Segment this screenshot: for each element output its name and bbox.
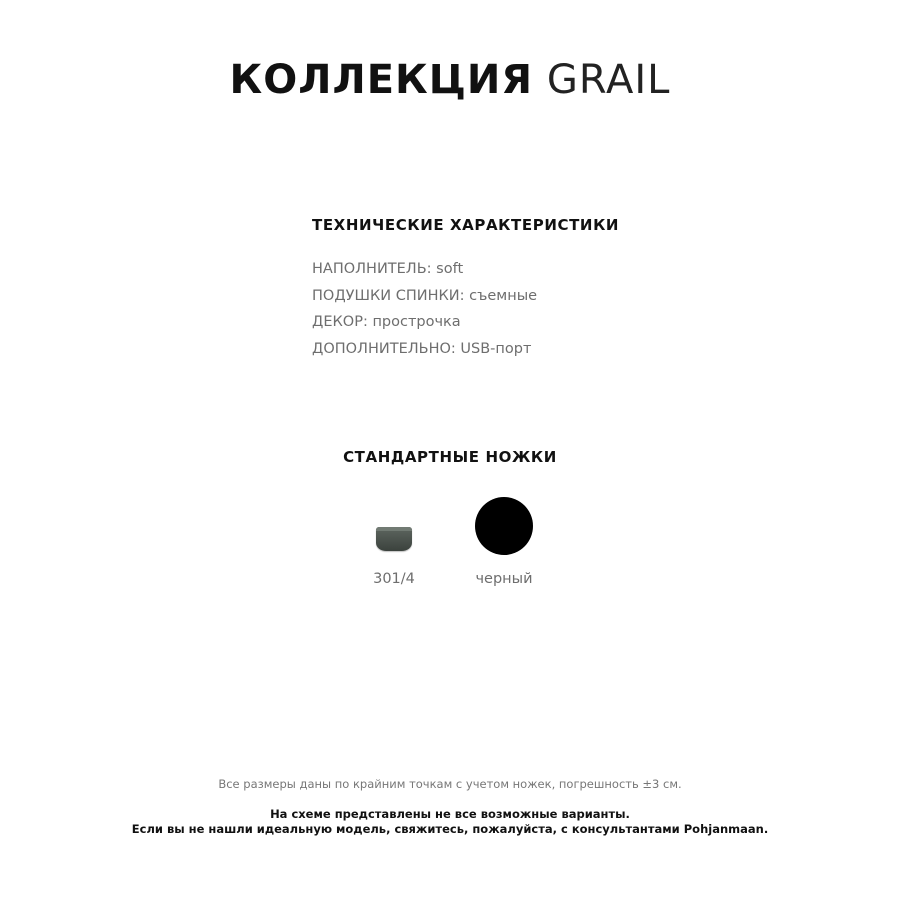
variants-note (0, 807, 900, 837)
spec-value: soft (436, 261, 464, 277)
black-color-swatch (475, 497, 533, 555)
spec-value: прострочка (372, 314, 461, 330)
leg-swatch-box (444, 495, 564, 557)
title-model: GRAIL (546, 57, 671, 103)
spec-list (312, 256, 732, 362)
spec-label: ДЕКОР: (312, 314, 368, 330)
dimensions-disclaimer: Все размеры даны по крайним точкам с учетом ножек, погрешность ±3 см. (218, 777, 682, 791)
specs-section (312, 216, 732, 362)
leg-option-301-4 (334, 495, 454, 587)
variants-note-line-2: Если вы не нашли идеальную модель, свяжитесь, пожалуйста, с консультантами Pohjanmaan. (131, 822, 769, 836)
leg-option-black (444, 495, 564, 587)
spec-label: ДОПОЛНИТЕЛЬНО: (312, 340, 456, 357)
specs-heading: ТЕХНИЧЕСКИЕ ХАРАКТЕРИСТИКИ (312, 216, 620, 234)
page-title (0, 56, 900, 104)
spec-label: НАПОЛНИТЕЛЬ: (312, 261, 432, 277)
spec-label: ПОДУШКИ СПИНКИ: (312, 287, 465, 304)
legs-heading: СТАНДАРТНЫЕ НОЖКИ (343, 448, 557, 466)
leg-swatch-box (334, 495, 454, 557)
variants-note-line-1: На схеме представлены не все возможные варианты. (270, 807, 630, 821)
leg-label: 301/4 (373, 571, 415, 587)
spec-value: съемные (469, 287, 538, 304)
spec-row-extra (312, 336, 732, 363)
spec-row-filler (312, 256, 732, 283)
leg-foot-icon (376, 527, 412, 551)
spec-row-decor (312, 309, 732, 336)
title-collection: КОЛЛЕКЦИЯ (229, 57, 534, 103)
leg-label: черный (475, 571, 533, 587)
spec-value: USB-порт (460, 340, 532, 357)
spec-row-back-cushions (312, 283, 732, 310)
